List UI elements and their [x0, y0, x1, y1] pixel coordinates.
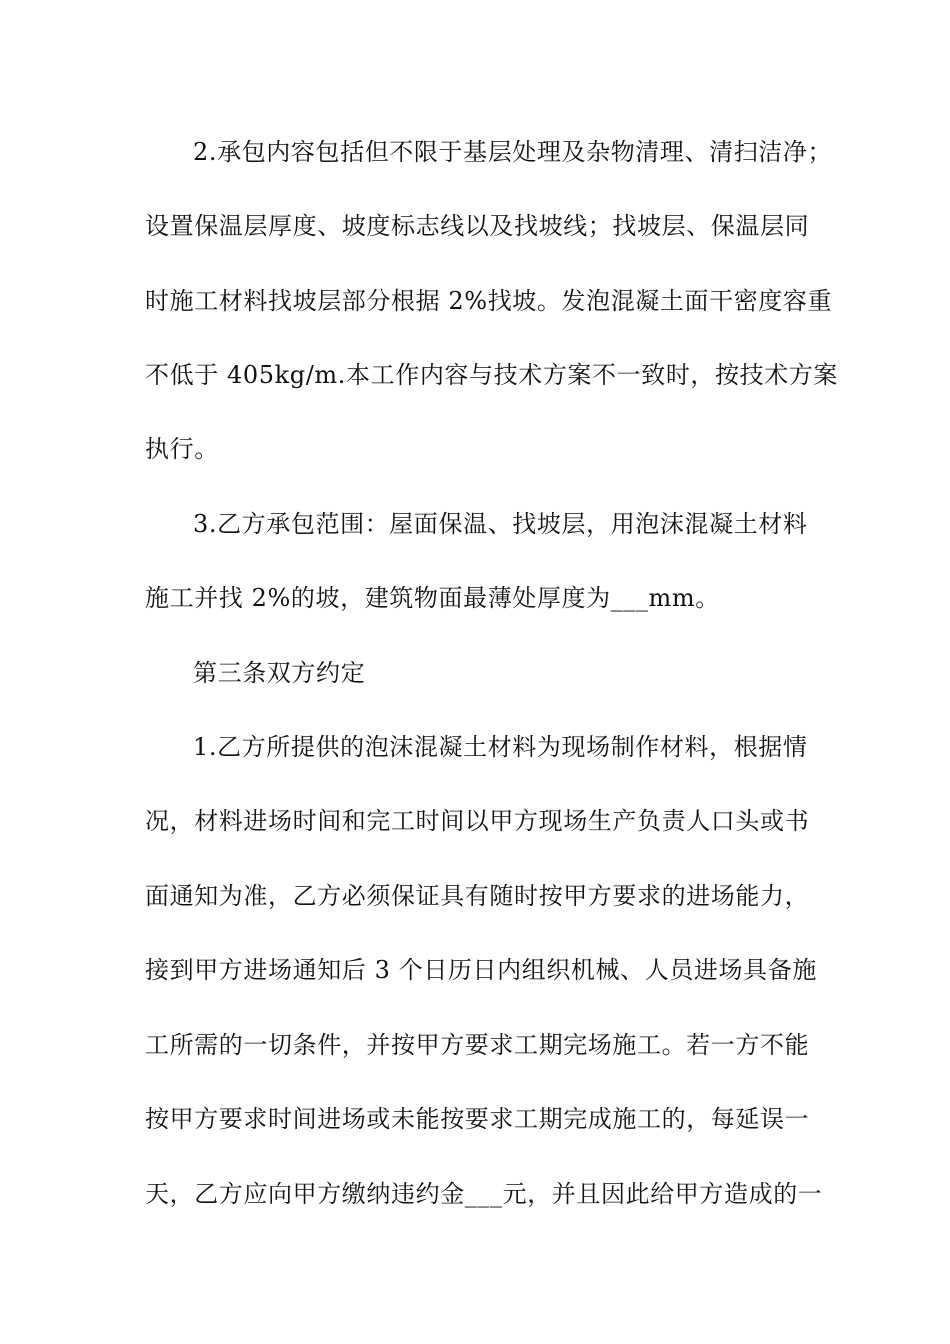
text-line-14: 按甲方要求时间进场或未能按要求工期完成施工的，每延误一: [145, 1105, 810, 1133]
text-line-2: 设置保温层厚度、坡度标志线以及找坡线；找坡层、保温层同: [145, 212, 810, 240]
text-line-10: 况，材料进场时间和完工时间以甲方现场生产负责人口头或书: [145, 807, 810, 835]
text-line-13: 工所需的一切条件，并按甲方要求工期完场施工。若一方不能: [145, 1031, 810, 1059]
text-line-11: 面通知为准，乙方必须保证具有随时按甲方要求的进场能力，: [145, 882, 810, 910]
text-line-6: 3.乙方承包范围：屋面保温、找坡层，用泡沫混凝土材料: [193, 510, 808, 538]
text-line-9: 1.乙方所提供的泡沫混凝土材料为现场制作材料，根据情: [193, 733, 808, 761]
text-line-4: 不低于 405kg/m.本工作内容与技术方案不一致时，按技术方案: [145, 361, 839, 389]
text-line-1: 2.承包内容包括但不限于基层处理及杂物清理、清扫洁净；: [193, 138, 833, 166]
text-line-7: 施工并找 2%的坡，建筑物面最薄处厚度为___mm。: [145, 584, 720, 612]
text-line-12: 接到甲方进场通知后 3 个日历日内组织机械、人员进场具备施: [145, 956, 817, 984]
text-line-15: 天，乙方应向甲方缴纳违约金___元，并且因此给甲方造成的一: [145, 1180, 823, 1208]
text-line-3: 时施工材料找坡层部分根据 2%找坡。发泡混凝土面干密度容重: [145, 287, 833, 315]
section-heading: 第三条双方约定: [193, 659, 366, 687]
text-line-5: 执行。: [145, 435, 219, 463]
